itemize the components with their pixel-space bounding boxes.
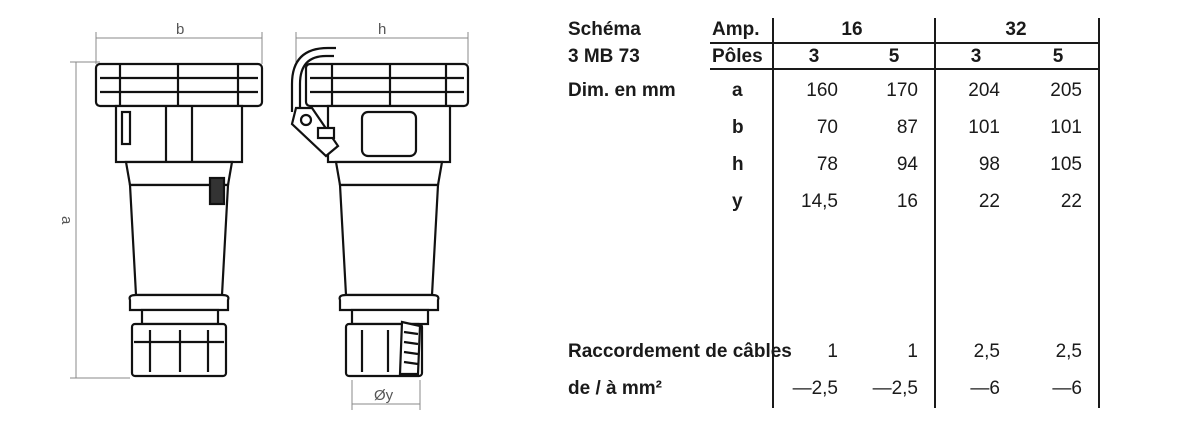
- cable-max-3: —6: [970, 378, 1000, 399]
- cable-max-4: —6: [1052, 378, 1082, 399]
- dimension-a-label: a: [58, 216, 75, 225]
- cell-y-3: 22: [978, 191, 1000, 212]
- amp-group-32: 32: [1005, 19, 1027, 40]
- cable-min-2: 1: [907, 341, 918, 362]
- cell-b-2: 87: [896, 117, 918, 138]
- poles-col-2: 5: [888, 46, 900, 67]
- cable-label-2: de / à mm²: [568, 378, 662, 399]
- poles-col-1: 3: [808, 46, 820, 67]
- side-view: [292, 48, 468, 376]
- dimension-y-label: Øy: [374, 387, 394, 404]
- technical-drawing: [0, 0, 540, 427]
- cell-b-4: 101: [1050, 117, 1082, 138]
- cable-min-3: 2,5: [973, 341, 1000, 362]
- cable-label-1: Raccordement de câbles: [568, 341, 792, 362]
- connector-drawing: [0, 0, 540, 427]
- cell-a-3: 204: [968, 80, 1000, 101]
- poles-col-4: 5: [1052, 46, 1064, 67]
- row-key-h: h: [732, 154, 744, 175]
- model-label: 3 MB 73: [568, 46, 640, 67]
- cable-max-2: —2,5: [872, 378, 918, 399]
- cable-min-1: 1: [827, 341, 838, 362]
- cell-b-1: 70: [816, 117, 838, 138]
- dimension-h-label: h: [378, 21, 387, 38]
- header-line-top: [710, 42, 1100, 44]
- front-view: [96, 64, 262, 376]
- cell-b-3: 101: [968, 117, 1000, 138]
- cable-min-4: 2,5: [1055, 341, 1082, 362]
- table-divider-right: [1098, 18, 1100, 408]
- amp-label: Amp.: [712, 19, 760, 40]
- dim-label: Dim. en mm: [568, 80, 676, 101]
- poles-col-3: 3: [970, 46, 982, 67]
- cell-h-1: 78: [816, 154, 838, 175]
- cell-a-1: 160: [806, 80, 838, 101]
- cell-a-2: 170: [886, 80, 918, 101]
- cell-h-3: 98: [978, 154, 1000, 175]
- poles-label: Pôles: [712, 46, 763, 67]
- cell-h-2: 94: [896, 154, 918, 175]
- cell-a-4: 205: [1050, 80, 1082, 101]
- dimension-table: [560, 0, 1200, 427]
- schema-label: Schéma: [568, 19, 641, 40]
- cable-max-1: —2,5: [792, 378, 838, 399]
- row-key-y: y: [732, 191, 743, 212]
- cell-h-4: 105: [1050, 154, 1082, 175]
- dimension-b-label: b: [176, 21, 185, 38]
- cell-y-4: 22: [1060, 191, 1082, 212]
- row-key-b: b: [732, 117, 744, 138]
- cell-y-2: 16: [896, 191, 918, 212]
- row-key-a: a: [732, 80, 743, 101]
- cell-y-1: 14,5: [801, 191, 838, 212]
- header-line-bottom: [710, 68, 1100, 70]
- amp-group-16: 16: [841, 19, 863, 40]
